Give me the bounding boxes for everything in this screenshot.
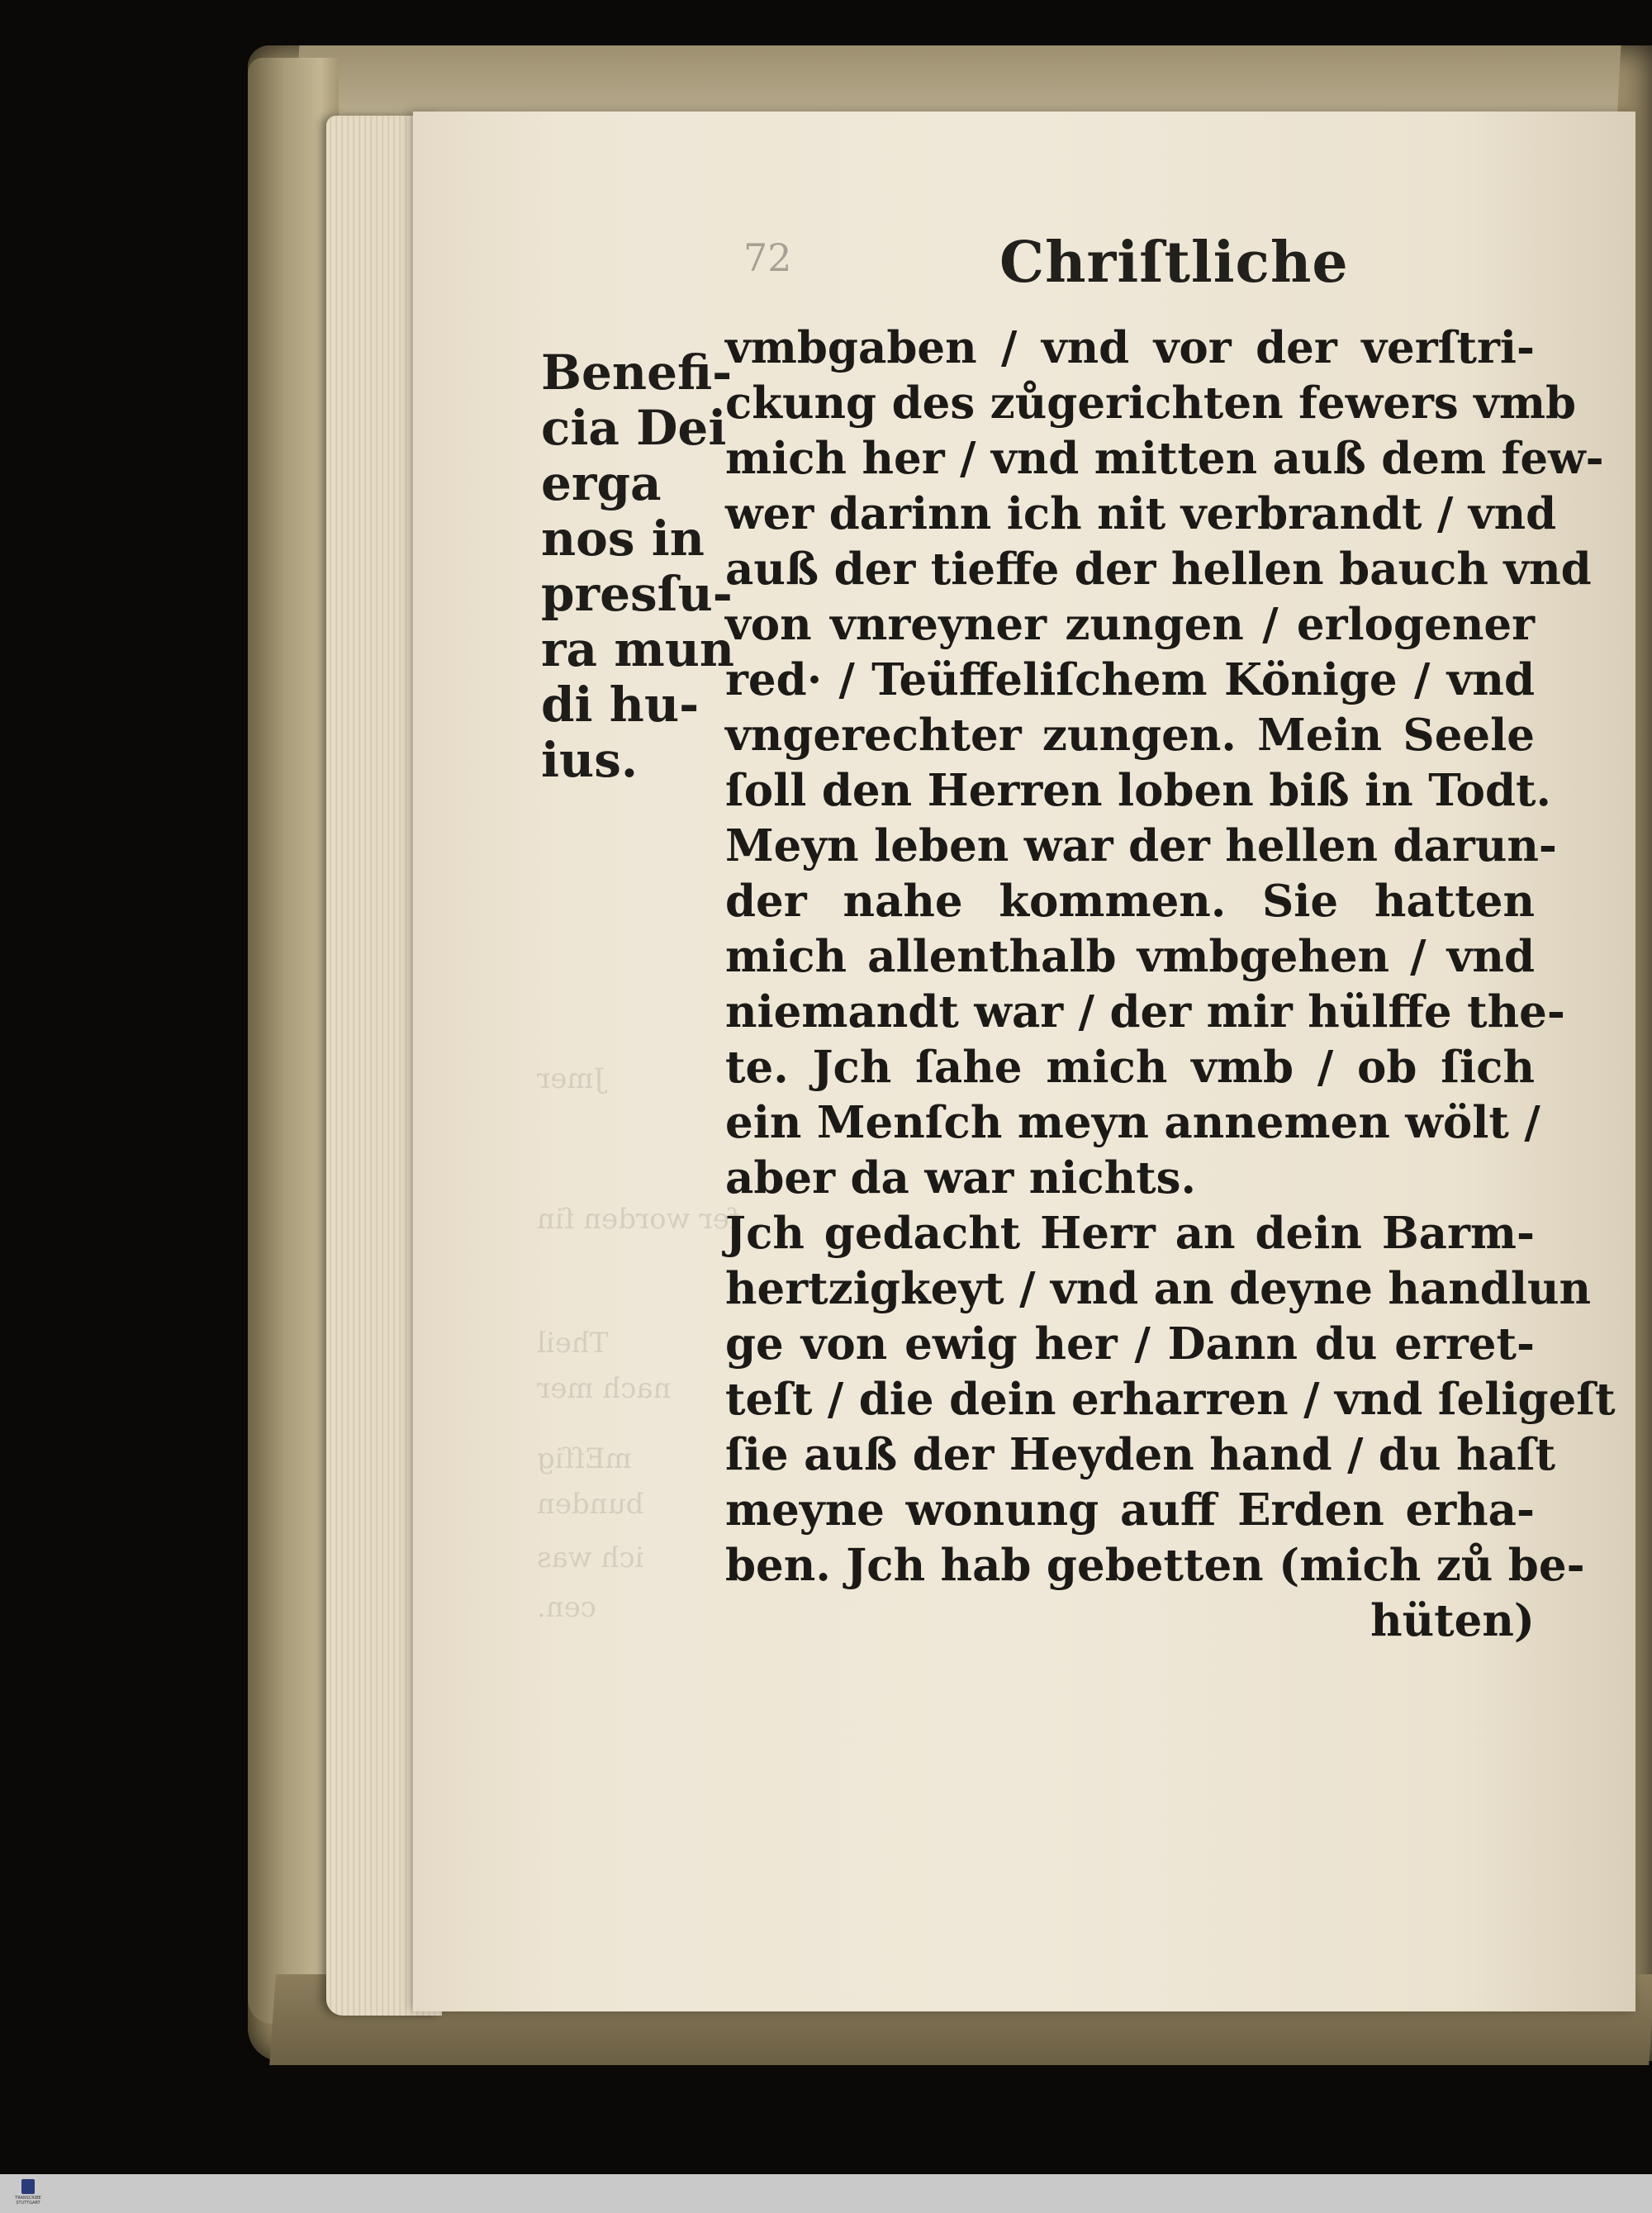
catchword: hüten) [1370, 1595, 1535, 1646]
show-through-text: Theil [537, 1327, 609, 1360]
show-through-text: bunden [537, 1488, 644, 1521]
show-through-text: cen. [537, 1591, 596, 1624]
text-line: ben. Jch hab gebetten (mich zů be- [725, 1540, 1585, 1591]
text-line: auß der tieffe der hellen bauch vnd [725, 544, 1592, 595]
text-line: Meyn leben war der hellen darun- [725, 820, 1557, 871]
cover-spine-edge [248, 58, 339, 2024]
marginal-line: Benefi- [541, 344, 733, 401]
text-line: der nahe kommen. Sie hatten [725, 876, 1535, 927]
logo-mark-icon [21, 2179, 35, 2194]
marginal-line: cia Dei [541, 400, 727, 456]
marginal-line: nos in [541, 511, 705, 567]
show-through-text: Jmer [537, 1062, 605, 1095]
text-line: teſt / die dein erharren / vnd ſeligeſt [725, 1374, 1616, 1425]
text-line: mich allenthalb vmbgehen / vnd [725, 931, 1535, 982]
text-line: wer darinn ich nit verbrandt / vnd [725, 488, 1557, 539]
text-line: ſie auß der Heyden hand / du haſt [725, 1429, 1556, 1480]
text-line: ſoll den Herren loben biß in Todt. [725, 765, 1551, 816]
text-line: te. Jch ſahe mich vmb / ob ſich [725, 1042, 1535, 1093]
marginal-line: erga [541, 455, 662, 511]
text-line: ge von ewig her / Dann du erret- [725, 1318, 1535, 1370]
page-number: 72 [743, 235, 792, 280]
viewer-bottom-bar [0, 2174, 1652, 2213]
show-through-text: mEſſig [537, 1442, 632, 1475]
marginal-line: ra mun [541, 621, 735, 677]
text-line: hertzigkeyt / vnd an deyne handlun [725, 1263, 1592, 1314]
show-through-text: ich was [537, 1541, 644, 1574]
marginal-line: ius. [541, 732, 638, 788]
library-logo [12, 2179, 45, 2208]
text-line: von vnreyner zungen / erlogener [725, 599, 1535, 650]
text-line: niemandt war / der mir hülffe the- [725, 986, 1565, 1038]
text-line: meyne wonung auff Erden erha- [725, 1484, 1535, 1536]
show-through-text: fer worden ſin [537, 1203, 740, 1236]
text-line: red· / Teüffeliſchem Könige / vnd [725, 654, 1535, 705]
logo-text [12, 2196, 45, 2206]
marginal-line: di hu- [541, 677, 700, 733]
cover-top-edge [296, 45, 1621, 120]
show-through-text: nach mer [537, 1372, 672, 1405]
text-line: vngerechter zungen. Mein Seele [725, 710, 1535, 761]
text-line: mich her / vnd mitten auß dem few- [725, 433, 1604, 484]
running-head: Chriſtliche [999, 230, 1349, 296]
marginal-line: presſu- [541, 566, 733, 622]
text-line: Jch gedacht Herr an dein Barm- [725, 1208, 1535, 1259]
text-line: ein Menſch meyn annemen wölt / [725, 1097, 1540, 1148]
marginal-note [541, 344, 735, 788]
logo-text-line: TRANSCRIBE [15, 2196, 41, 2201]
logo-text-line: STUTTGART [16, 2201, 40, 2206]
text-line: ckung des zůgerichten fewers vmb [725, 378, 1577, 429]
text-line: aber da war nichts. [725, 1152, 1196, 1204]
body-text [725, 321, 1616, 1649]
text-line: vmbgaben / vnd vor der verſtri- [725, 322, 1535, 373]
